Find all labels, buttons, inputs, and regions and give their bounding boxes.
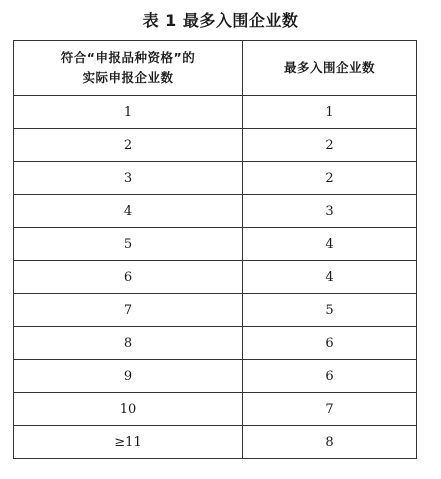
cell-max-selected: 4 bbox=[243, 261, 417, 294]
cell-max-selected: 3 bbox=[243, 195, 417, 228]
table-row bbox=[14, 294, 417, 327]
table-row bbox=[14, 327, 417, 360]
cell-max-selected: 2 bbox=[243, 129, 417, 162]
column-header-applicants-line1: 符合“申报品种资格”的 bbox=[60, 50, 196, 65]
cell-applicants: 8 bbox=[14, 327, 243, 360]
cell-applicants: 6 bbox=[14, 261, 243, 294]
cell-applicants: 1 bbox=[14, 96, 243, 129]
cell-applicants: 5 bbox=[14, 228, 243, 261]
table-header-row bbox=[14, 41, 417, 96]
cell-max-selected: 8 bbox=[243, 426, 417, 459]
cell-max-selected: 7 bbox=[243, 393, 417, 426]
column-header-applicants bbox=[14, 41, 243, 96]
cell-applicants: 2 bbox=[14, 129, 243, 162]
column-header-applicants-line2: 实际申报企业数 bbox=[82, 70, 174, 85]
cell-max-selected: 2 bbox=[243, 162, 417, 195]
table-row bbox=[14, 261, 417, 294]
cell-max-selected: 6 bbox=[243, 360, 417, 393]
cell-applicants: 7 bbox=[14, 294, 243, 327]
cell-applicants: 10 bbox=[14, 393, 243, 426]
table-row bbox=[14, 228, 417, 261]
column-header-max-selected: 最多入围企业数 bbox=[243, 41, 417, 96]
table-row bbox=[14, 195, 417, 228]
table-row bbox=[14, 96, 417, 129]
table-row bbox=[14, 162, 417, 195]
cell-applicants: 3 bbox=[14, 162, 243, 195]
cell-max-selected: 6 bbox=[243, 327, 417, 360]
table-row bbox=[14, 426, 417, 459]
cell-max-selected: 1 bbox=[243, 96, 417, 129]
cell-max-selected: 5 bbox=[243, 294, 417, 327]
table-caption: 表 1 最多入围企业数 bbox=[142, 11, 299, 30]
cell-applicants: 9 bbox=[14, 360, 243, 393]
cell-applicants: 4 bbox=[14, 195, 243, 228]
table-row bbox=[14, 360, 417, 393]
cell-applicants: ≥11 bbox=[14, 426, 243, 459]
table-row bbox=[14, 393, 417, 426]
selection-quota-table bbox=[13, 40, 417, 459]
cell-max-selected: 4 bbox=[243, 228, 417, 261]
table-row bbox=[14, 129, 417, 162]
